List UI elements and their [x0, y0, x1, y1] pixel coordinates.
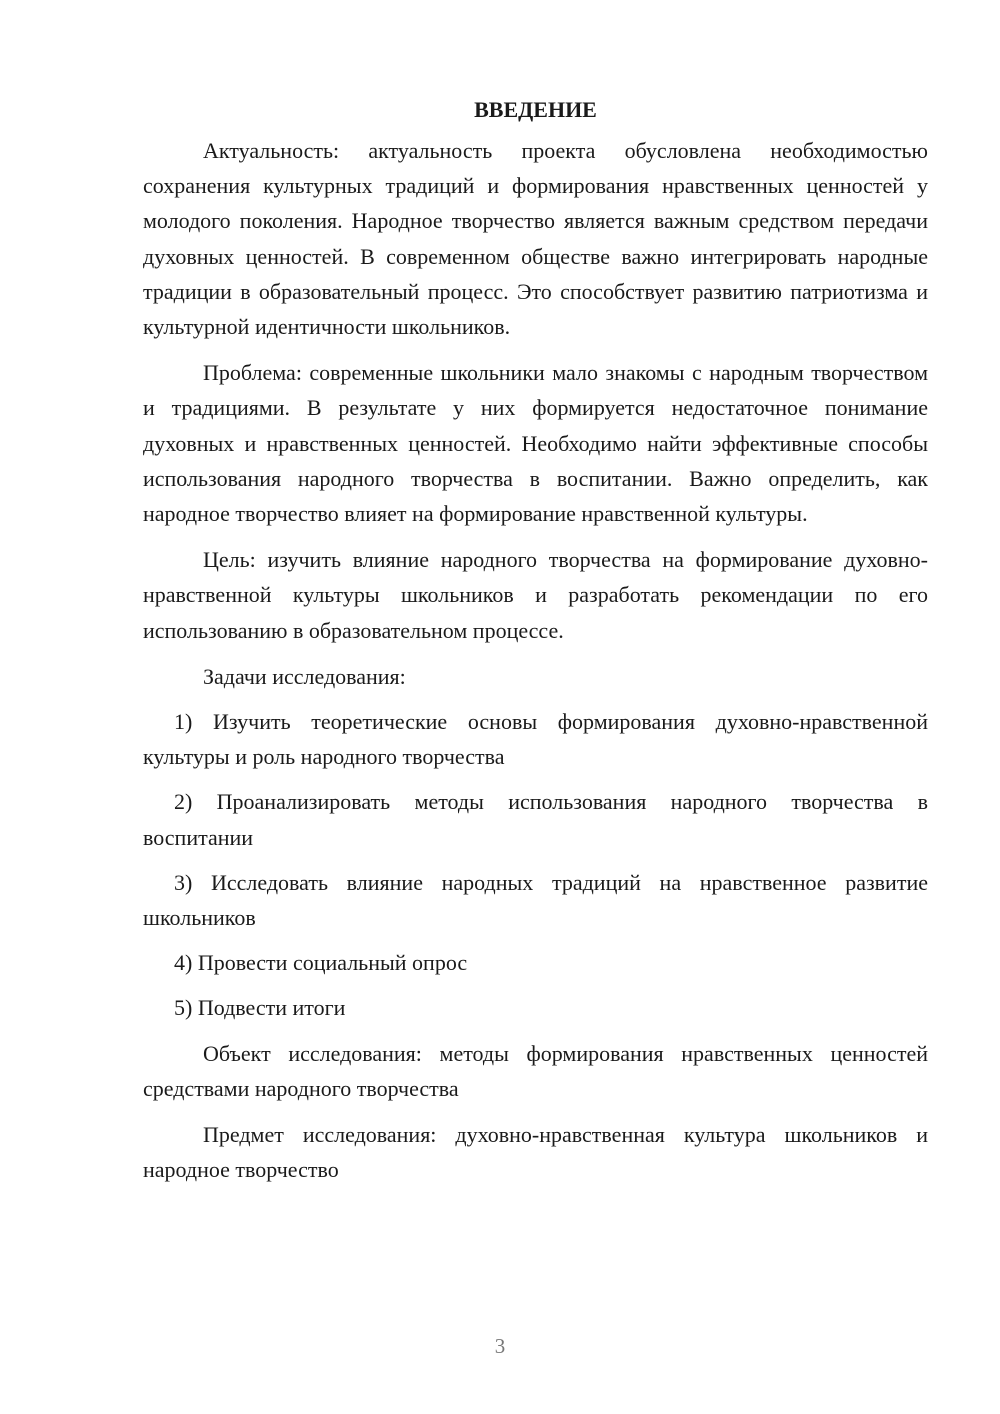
task-item: 4) Провести социальный опрос [174, 950, 468, 976]
task-item: 2) Проанализировать методы использования народного творчества в воспитании [143, 789, 928, 850]
object-paragraph: Объект исследования: методы формирования нравственных ценностей средствами народного творчества [143, 1040, 928, 1101]
section-heading: ВВЕДЕНИЕ [474, 97, 597, 122]
page-number: 3 [494, 1334, 506, 1358]
task-item: 3) Исследовать влияние народных традиций на нравственное развитие школьников [143, 869, 928, 931]
tasks-title: Задачи исследования: [203, 663, 406, 689]
goal-paragraph: Цель: изучить влияние народного творчества на формирование духовно-нравственной культуры школьников и разработать рекомендации по его использованию в образовательном процессе. [143, 547, 928, 643]
problem-paragraph: Проблема: современные школьники мало знакомы с народным творчеством и традициями. В результате у них формируется недостаточное понимание духовных и нравственных ценностей. Необходимо найти эффективные способы использования народного творчества в воспитании. Важно определить, как народное творчество влияет на формирование нравственной культуры. [143, 360, 928, 527]
relevance-paragraph: Актуальность: актуальность проекта обусловлена необходимостью сохранения культурных традиций и формирования нравственных ценностей у молодого поколения. Народное творчество является важным средством передачи духовных ценностей. В современном обществе важно интегрировать народные традиции в образовательный процесс. Это способствует развитию патриотизма и культурной идентичности школьников. [143, 138, 928, 340]
task-item: 5) Подвести итоги [174, 995, 346, 1021]
document-page [143, 92, 928, 1198]
subject-paragraph: Предмет исследования: духовно-нравственная культура школьников и народное творчество [143, 1122, 928, 1183]
task-item: 1) Изучить теоретические основы формирования духовно-нравственной культуры и роль народного творчества [143, 709, 928, 770]
